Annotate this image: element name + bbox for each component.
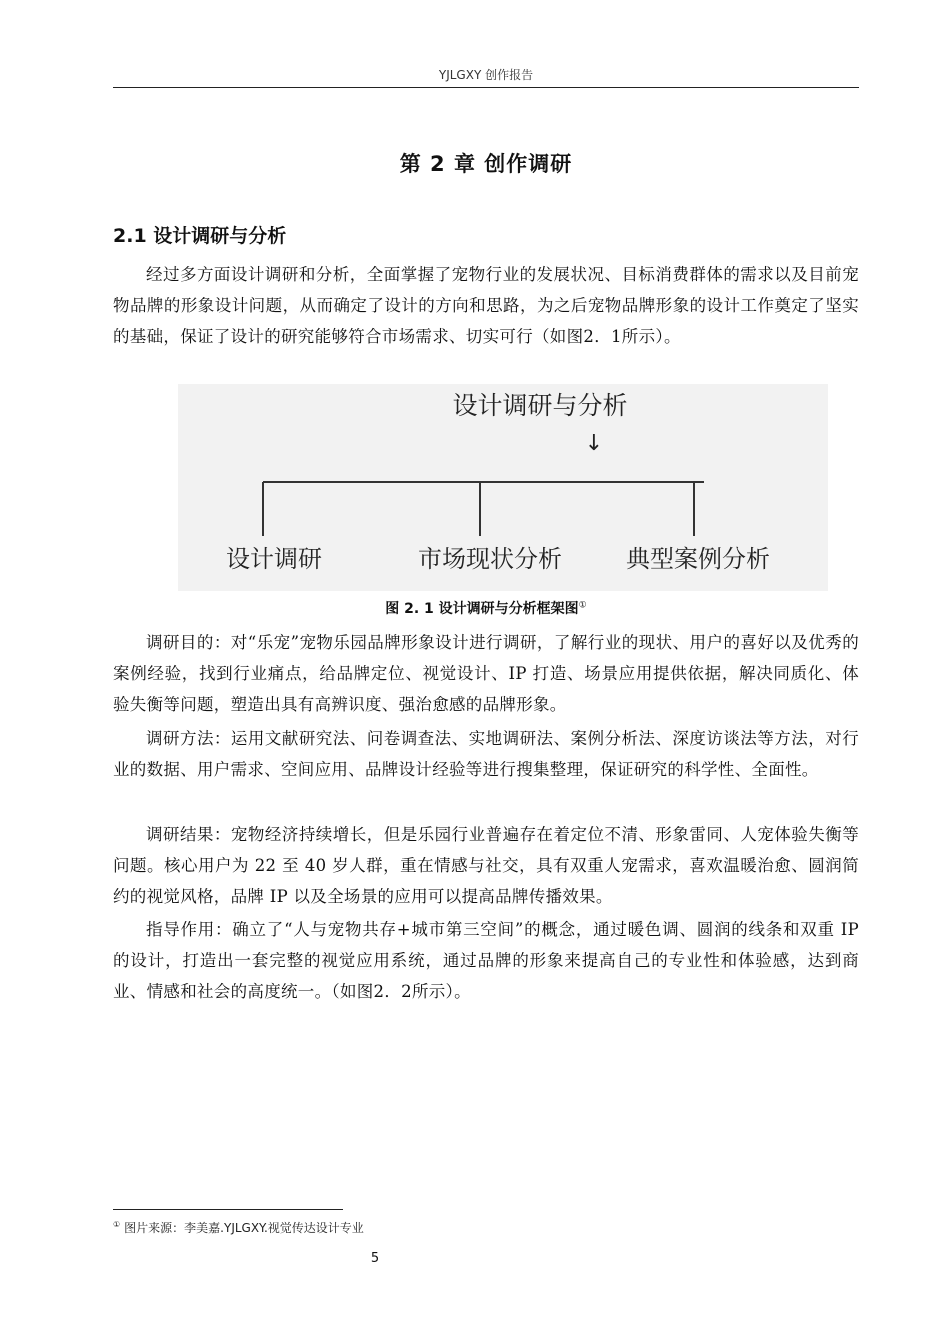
- footnote-text: 图片来源：李美嘉.YJLGXY.视觉传达设计专业: [124, 1221, 364, 1235]
- framework-diagram-svg: [178, 384, 828, 591]
- paragraph-result: 调研结果：宠物经济持续增长，但是乐园行业普遍存在着定位不清、形象雷同、人宠体验失衡等问题。核心用户为 22 至 40 岁人群，重在情感与社交，具有双重人宠需求，喜欢温暖治愈、圆润简约的视觉风格，品牌 IP 以及全场景的应用可以提高品牌传播效果。: [113, 825, 859, 906]
- chapter-title: 第 2 章 创作调研: [399, 152, 573, 176]
- footnote: [113, 1219, 364, 1236]
- header-rule: [113, 87, 859, 88]
- footnote-rule: [113, 1209, 343, 1210]
- figure-caption-footnote-mark: ①: [578, 600, 587, 611]
- paragraph-method: 调研方法：运用文献研究法、问卷调查法、实地调研法、案例分析法、深度访谈法等方法，对行业的数据、用户需求、空间应用、品牌设计经验等进行搜集整理，保证研究的科学性、全面性。: [113, 729, 859, 779]
- diagram-arrow: ↓: [584, 431, 604, 456]
- paragraph-intro: 经过多方面设计调研和分析，全面掌握了宠物行业的发展状况、目标消费群体的需求以及目前宠物品牌的形象设计问题，从而确定了设计的方向和思路，为之后宠物品牌形象的设计工作奠定了坚实的基础，保证了设计的研究能够符合市场需求、切实可行（如图2．1所示）。: [113, 265, 859, 346]
- section-title: 2.1 设计调研与分析: [113, 225, 287, 247]
- running-header: YJLGXY 创作报告: [438, 68, 534, 82]
- page-number: 5: [370, 1251, 380, 1266]
- framework-diagram: [178, 384, 828, 591]
- paragraph-guidance: 指导作用：确立了“人与宠物共存+城市第三空间”的概念，通过暖色调、圆润的线条和双重 IP 的设计，打造出一套完整的视觉应用系统，通过品牌的形象来提高自己的专业性和体验感，达到商业、情感和社会的高度统一。（如图2．2所示）。: [113, 920, 859, 1001]
- figure-caption-text: 图 2. 1 设计调研与分析框架图: [385, 601, 579, 617]
- diagram-root-label: 设计调研与分析: [452, 391, 628, 420]
- paragraph-purpose: 调研目的：对“乐宠”宠物乐园品牌形象设计进行调研，了解行业的现状、用户的喜好以及优秀的案例经验，找到行业痛点，给品牌定位、视觉设计、IP 打造、场景应用提供依据，解决同质化、体验失衡等问题，塑造出具有高辨识度、强治愈感的品牌形象。: [113, 633, 859, 714]
- diagram-branch-design-research: 设计调研: [226, 545, 322, 573]
- footnote-mark: ①: [113, 1220, 121, 1229]
- diagram-branch-market-analysis: 市场现状分析: [418, 545, 562, 573]
- figure-caption: [113, 598, 859, 618]
- diagram-branch-case-analysis: 典型案例分析: [626, 545, 770, 573]
